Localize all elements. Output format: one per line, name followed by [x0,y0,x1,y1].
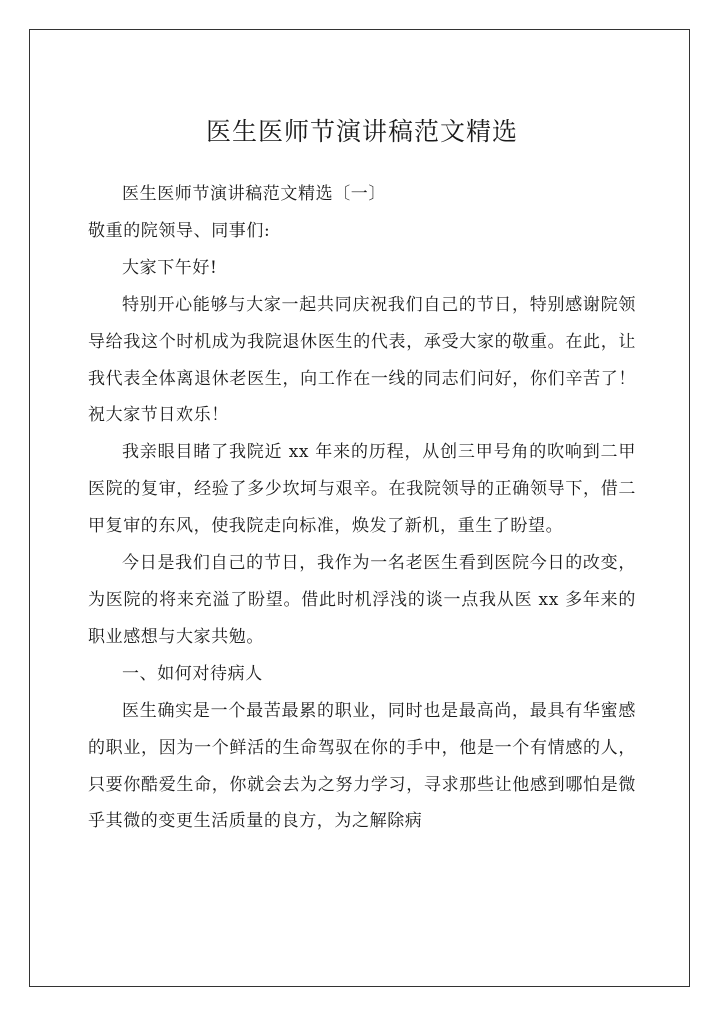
document-content [88,112,636,840]
salutation: 敬重的院领导、同事们: [88,220,271,241]
paragraph-thanks: 特别开心能够与大家一起共同庆祝我们自己的节日，特别感谢院领导给我这个时机成为我院退休医生的代表，承受大家的敬重。在此，让我代表全体离退休老医生，向工作在一线的同志们问好，你们辛苦了！祝大家节日欢乐！ [88,294,636,426]
document-title: 医生医师节演讲稿范文精选 [205,117,518,146]
section-heading-patients: 一、如何对待病人 [122,663,263,684]
document-page [29,29,690,987]
greeting: 大家下午好! [122,257,218,278]
paragraph-festival: 今日是我们自己的节日，我作为一名老医生看到医院今日的改变，为医院的将来充溢了盼望。借此时机浮浅的谈一点我从医 xx 多年来的职业感想与大家共勉。 [88,553,636,647]
section-subtitle: 医生医师节演讲稿范文精选〔一〕 [122,184,386,204]
paragraph-profession: 医生确实是一个最苦最累的职业，同时也是最高尚，最具有华蜜感的职业，因为一个鲜活的生命驾驭在你的手中，他是一个有情感的人，只要你酷爱生命，你就会去为之努力学习，寻求那些让他感到哪怕是微乎其微的变更生活质量的良方，为之解除病 [88,700,636,832]
paragraph-history: 我亲眼目睹了我院近 xx 年来的历程，从创三甲号角的吹响到二甲医院的复审，经验了多少坎坷与艰辛。在我院领导的正确领导下，借二甲复审的东风，使我院走向标准，焕发了新机，重生了盼望。 [88,442,636,537]
